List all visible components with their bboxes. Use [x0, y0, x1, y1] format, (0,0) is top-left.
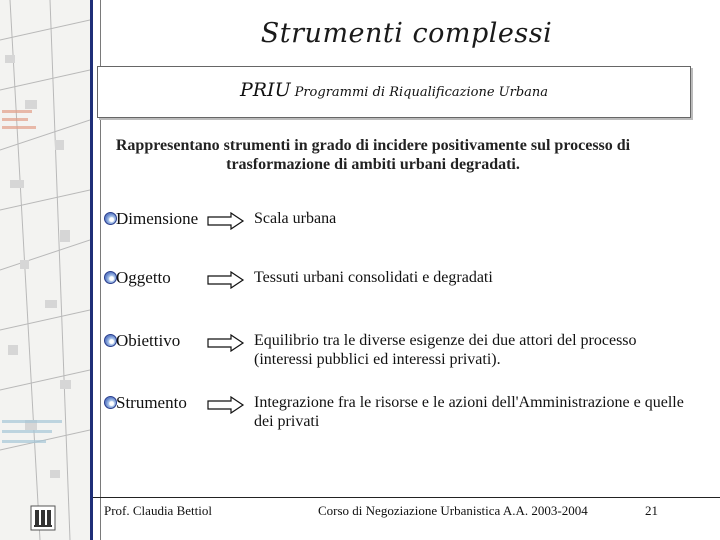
decorative-map-strip [0, 0, 90, 540]
intro-text: Rappresentano strumenti in grado di incidere positivamente sul processo di trasformazione di ambiti urbani degradati. [115, 137, 631, 173]
item-value: Scala urbana [254, 210, 337, 227]
item-value: Equilibrio tra le diverse esigenze dei due attori del processo (interessi pubblici ed interessi privati). [254, 332, 637, 368]
page-number: 21 [645, 503, 658, 518]
arrow-right-icon [207, 334, 245, 352]
arrow-right-icon [207, 396, 245, 414]
arrow-right-icon [207, 271, 245, 289]
slide-title: Strumenti complessi [260, 18, 553, 49]
arrow-right-icon [207, 212, 245, 230]
box-full-name: Programmi di Riqualificazione Urbana [294, 85, 549, 100]
header-box [97, 66, 691, 118]
footer-rule [93, 497, 720, 498]
footer-author: Prof. Claudia Bettiol [104, 503, 212, 518]
item-label: Obiettivo [116, 331, 181, 350]
item-label: Dimensione [116, 209, 199, 228]
footer-course: Corso di Negoziazione Urbanistica A.A. 2003-2004 [318, 503, 588, 518]
box-acronym: PRIU [239, 79, 291, 101]
university-logo-icon [30, 505, 56, 531]
item-label: Strumento [116, 393, 187, 412]
item-value: Integrazione fra le risorse e le azioni dell'Amministrazione e quelle dei privati [254, 394, 684, 430]
item-label: Oggetto [116, 268, 171, 287]
header-box-text [98, 79, 690, 101]
vertical-rule [90, 0, 93, 540]
item-value: Tessuti urbani consolidati e degradati [254, 269, 493, 286]
